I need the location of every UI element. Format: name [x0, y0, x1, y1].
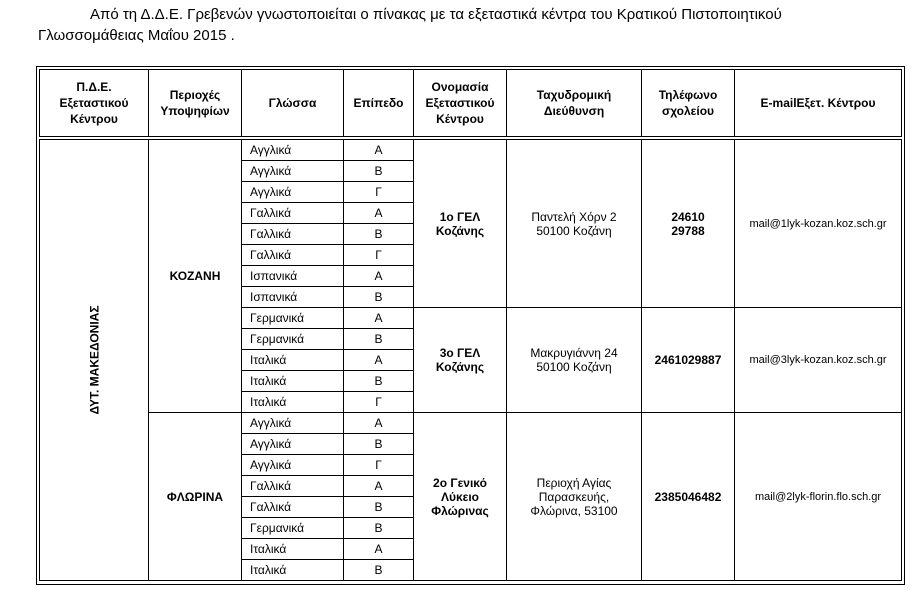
header-pde: Π.Δ.Ε. Εξεταστικού Κέντρου: [40, 70, 149, 137]
center-email: mail@1lyk-kozan.koz.sch.gr: [735, 140, 902, 308]
header-region: Περιοχές Υποψηφίων: [149, 70, 242, 137]
center-name: 3ο ΓΕΛ Κοζάνης: [414, 308, 507, 413]
center-phone: 2385046482: [642, 413, 735, 581]
center-address: Παντελή Χόρν 2 50100 Κοζάνη: [507, 140, 642, 308]
center-email: mail@3lyk-kozan.koz.sch.gr: [735, 308, 902, 413]
table-row: Γερμανικά Β: [40, 518, 902, 539]
table-row: Ισπανικά Α: [40, 266, 902, 287]
center-name: 1ο ΓΕΛ Κοζάνης: [414, 140, 507, 308]
center-email: mail@2lyk-florin.flo.sch.gr: [735, 413, 902, 581]
table-row: Ιταλικά Α: [40, 350, 902, 371]
region-kozani: ΚΟΖΑΝΗ: [149, 140, 242, 413]
table-row: Ισπανικά Β: [40, 287, 902, 308]
center-phone: 2461029887: [642, 308, 735, 413]
intro-text: [38, 4, 898, 46]
header-email: E-mailΕξετ. Κέντρου: [735, 70, 902, 137]
table-row: Γαλλικά Α: [40, 476, 902, 497]
header-center: Ονομασία Εξεταστικού Κέντρου: [414, 70, 507, 137]
center-address: Περιοχή Αγίας Παρασκευής, Φλώρινα, 53100: [507, 413, 642, 581]
intro-line-2: Γλωσσομάθειας Μαΐου 2015 .: [38, 27, 235, 44]
table-row: Γαλλικά Α: [40, 203, 902, 224]
table-row: Αγγλικά Β: [40, 161, 902, 182]
center-phone: 24610 29788: [642, 140, 735, 308]
table-row: Ιταλικά Β: [40, 371, 902, 392]
header-phone: Τηλέφωνο σχολείου: [642, 70, 735, 137]
table-row: Αγγλικά Β: [40, 434, 902, 455]
table-row: Γερμανικά Α 3ο ΓΕΛ Κοζάνης Μακρυγιάννη 24 50100 Κοζάνη 2461029887 mail@3lyk-kozan.koz.sch.gr: [40, 308, 902, 329]
table-row: Ιταλικά Α: [40, 539, 902, 560]
region-florina: ΦΛΩΡΙΝΑ: [149, 413, 242, 581]
table-row: Γαλλικά Γ: [40, 245, 902, 266]
table-row: Ιταλικά Γ: [40, 392, 902, 413]
exam-centers-table: [39, 69, 902, 581]
intro-line-1: Από τη Δ.Δ.Ε. Γρεβενών γνωστοποιείται ο πίνακας με τα εξεταστικά κέντρα του Κρατικού Πιστοποιητικού: [90, 6, 782, 23]
pde-name: ΔΥΤ. ΜΑΚΕΔΟΝΙΑΣ: [87, 305, 102, 415]
table-row: Γαλλικά Β: [40, 497, 902, 518]
header-language: Γλώσσα: [242, 70, 344, 137]
table-row: Γαλλικά Β: [40, 224, 902, 245]
table-row: Ιταλικά Β: [40, 560, 902, 581]
table-row: Αγγλικά Γ: [40, 455, 902, 476]
table-row: Γερμανικά Β: [40, 329, 902, 350]
header-address: Ταχυδρομική Διεύθυνση: [507, 70, 642, 137]
header-row: [40, 70, 902, 137]
table-row: ΔΥΤ. ΜΑΚΕΔΟΝΙΑΣ ΚΟΖΑΝΗ Αγγλικά Α 1ο ΓΕΛ Κοζάνης Παντελή Χόρν 2 50100 Κοζάνη 24610 29788 mail@1lyk-kozan.koz.sch.gr: [40, 140, 902, 161]
table-row: ΦΛΩΡΙΝΑ Αγγλικά Α 2ο Γενικό Λύκειο Φλώρινας Περιοχή Αγίας Παρασκευής, Φλώρινα, 53100 2385046482 mail@2lyk-florin.flo.sch.gr: [40, 413, 902, 434]
center-name: 2ο Γενικό Λύκειο Φλώρινας: [414, 413, 507, 581]
header-level: Επίπεδο: [344, 70, 414, 137]
table-row: Αγγλικά Γ: [40, 182, 902, 203]
center-address: Μακρυγιάννη 24 50100 Κοζάνη: [507, 308, 642, 413]
pde-cell: [40, 140, 149, 581]
